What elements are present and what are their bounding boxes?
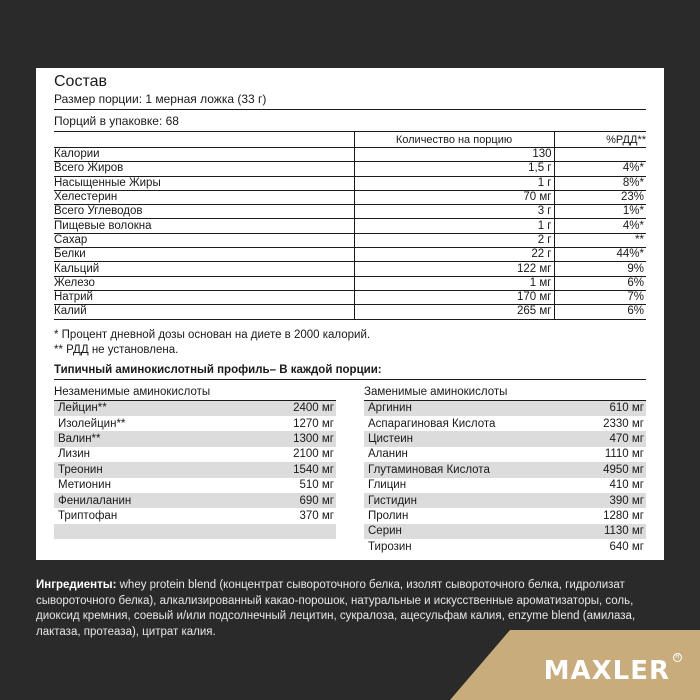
note-daily-value: * Процент дневной дозы основан на диете в 2000 калорий.: [54, 328, 371, 341]
nutrient-name: Железо: [54, 276, 354, 290]
amino-value: 390 мг: [609, 494, 644, 507]
list-item: [54, 401, 336, 416]
nutrient-amount: 170 мг: [354, 290, 554, 304]
list-item: [54, 431, 336, 446]
table-row: [54, 205, 646, 219]
amino-value: 2100 мг: [293, 448, 334, 461]
nutrient-amount: 22 г: [354, 248, 554, 262]
brand-logo: MAXLER: [543, 656, 670, 686]
amino-name: Лейцин**: [58, 402, 107, 415]
nutrient-pct: [554, 148, 646, 162]
amino-value: 370 мг: [299, 509, 334, 522]
nutrient-pct: 6%: [554, 305, 646, 319]
amino-name: Серин: [368, 525, 402, 538]
amino-name: Аспарагиновая Кислота: [368, 417, 496, 430]
nutrient-amount: 1 г: [354, 219, 554, 233]
amino-value: 1300 мг: [293, 433, 334, 446]
ingredients-label: Ингредиенты:: [36, 579, 117, 591]
nonessential-column: [364, 385, 646, 555]
table-row: [54, 148, 646, 162]
nutrient-name: Всего Жиров: [54, 162, 354, 176]
nutrient-amount: 265 мг: [354, 305, 554, 319]
nutrient-name: Белки: [54, 248, 354, 262]
list-item: [364, 447, 646, 462]
table-row: [54, 305, 646, 319]
list-item: [54, 462, 336, 477]
ingredients-list: whey protein blend (концентрат сывороточного белка, изолят сывороточного белка, гидролизат сывороточного белка), алкализированный какао-порошок, натуральные и искусственные ароматизаторы, соль, диоксид кремния, соевый и/или подсолнечный лецитин, сукралоза, ацесульфам калия, enzyme blend (амилаза, лактаза, протеаза), цитрат калия.: [36, 579, 636, 638]
nutrition-table: [54, 131, 646, 320]
list-item: [54, 416, 336, 431]
amino-columns: [54, 385, 646, 555]
amino-value: 470 мг: [609, 433, 644, 446]
amino-value: 2400 мг: [293, 402, 334, 415]
nutrient-name: Пищевые волокна: [54, 219, 354, 233]
nutrient-name: Насыщенные Жиры: [54, 176, 354, 190]
amino-value: 410 мг: [609, 479, 644, 492]
nutrient-amount: 1,5 г: [354, 162, 554, 176]
amino-name: Валин**: [58, 433, 101, 446]
essential-column: [54, 385, 336, 555]
note-rdd: ** РДД не установлена.: [54, 343, 179, 356]
serving-size: Размер порции: 1 мерная ложка (33 г): [54, 92, 646, 110]
nutrient-pct: 4%*: [554, 162, 646, 176]
amino-value: 690 мг: [299, 494, 334, 507]
list-item: [54, 478, 336, 493]
nutrient-amount: 130: [354, 148, 554, 162]
nutrient-amount: 1 мг: [354, 276, 554, 290]
list-item: [364, 401, 646, 416]
nutrient-name: Калории: [54, 148, 354, 162]
nutrient-amount: 3 г: [354, 205, 554, 219]
amino-value: 510 мг: [299, 479, 334, 492]
amino-profile-title: Типичный аминокислотный профиль– В каждой порции:: [54, 364, 646, 380]
amino-name: Тирозин: [368, 540, 412, 553]
nutrient-pct: 23%: [554, 190, 646, 204]
nutrient-name: Сахар: [54, 233, 354, 247]
nutrient-pct: 6%: [554, 276, 646, 290]
list-item: [364, 431, 646, 446]
list-item: [54, 508, 336, 523]
nutrient-name: Всего Углеводов: [54, 205, 354, 219]
list-item: [364, 462, 646, 477]
page-title: Состав: [54, 73, 107, 90]
amino-value: 2330 мг: [603, 417, 644, 430]
nutrient-name: Натрий: [54, 290, 354, 304]
amino-name: Изолейцин**: [58, 417, 126, 430]
list-item: [364, 508, 646, 523]
header-name: [54, 132, 354, 148]
amino-value: 1280 мг: [603, 509, 644, 522]
amino-name: Аргинин: [368, 402, 412, 415]
list-item: [364, 524, 646, 539]
amino-value: 1110 мг: [604, 448, 644, 461]
essential-title: Незаменимые аминокислоты: [54, 385, 336, 401]
amino-name: Цистеин: [368, 433, 413, 446]
amino-name: Триптофан: [58, 509, 118, 522]
amino-name: Метионин: [58, 479, 111, 492]
nutrient-pct: 1%*: [554, 205, 646, 219]
amino-value: 640 мг: [609, 540, 644, 553]
registered-icon: R: [673, 653, 682, 662]
amino-value: 610 мг: [609, 402, 644, 415]
amino-value: 4950 мг: [603, 463, 644, 476]
nutrient-pct: 4%*: [554, 219, 646, 233]
nonessential-title: Заменимые аминокислоты: [364, 385, 646, 401]
table-row: [54, 176, 646, 190]
nutrient-amount: 70 мг: [354, 190, 554, 204]
nutrient-amount: 1 г: [354, 176, 554, 190]
table-header-row: [54, 132, 646, 148]
amino-name: Гистидин: [368, 494, 417, 507]
amino-value: 1540 мг: [293, 463, 334, 476]
table-row: [54, 290, 646, 304]
nutrient-pct: **: [554, 233, 646, 247]
servings-per-package: Порций в упаковке: 68: [54, 114, 179, 128]
list-item: [364, 493, 646, 508]
list-item: [364, 478, 646, 493]
nutrient-pct: 9%: [554, 262, 646, 276]
amino-name: Треонин: [58, 463, 103, 476]
nutrition-panel: [36, 68, 664, 560]
table-row: [54, 248, 646, 262]
table-row: [54, 219, 646, 233]
list-item: [364, 416, 646, 431]
nutrient-name: Калий: [54, 305, 354, 319]
amino-name: Фенилаланин: [58, 494, 132, 507]
list-item: [54, 493, 336, 508]
table-row: [54, 190, 646, 204]
amino-name: Аланин: [368, 448, 408, 461]
nutrient-pct: 8%*: [554, 176, 646, 190]
nutrient-amount: 2 г: [354, 233, 554, 247]
nutrient-amount: 122 мг: [354, 262, 554, 276]
nutrient-name: Хелестерин: [54, 190, 354, 204]
nutrient-pct: 7%: [554, 290, 646, 304]
list-item: [54, 447, 336, 462]
amino-value: 1130 мг: [603, 525, 644, 538]
amino-name: Лизин: [58, 448, 91, 461]
nutrient-pct: 44%*: [554, 248, 646, 262]
header-amount: Количество на порцию: [354, 132, 554, 148]
list-item: [364, 539, 646, 554]
table-row: [54, 162, 646, 176]
amino-name: Пролин: [368, 509, 409, 522]
amino-value: 1270 мг: [293, 417, 334, 430]
header-pct: %РДД**: [554, 132, 646, 148]
table-row: [54, 233, 646, 247]
amino-name: Глицин: [368, 479, 407, 492]
nutrient-name: Кальций: [54, 262, 354, 276]
list-item: [54, 524, 336, 539]
table-row: [54, 262, 646, 276]
table-row: [54, 276, 646, 290]
amino-name: Глутаминовая Кислота: [368, 463, 490, 476]
